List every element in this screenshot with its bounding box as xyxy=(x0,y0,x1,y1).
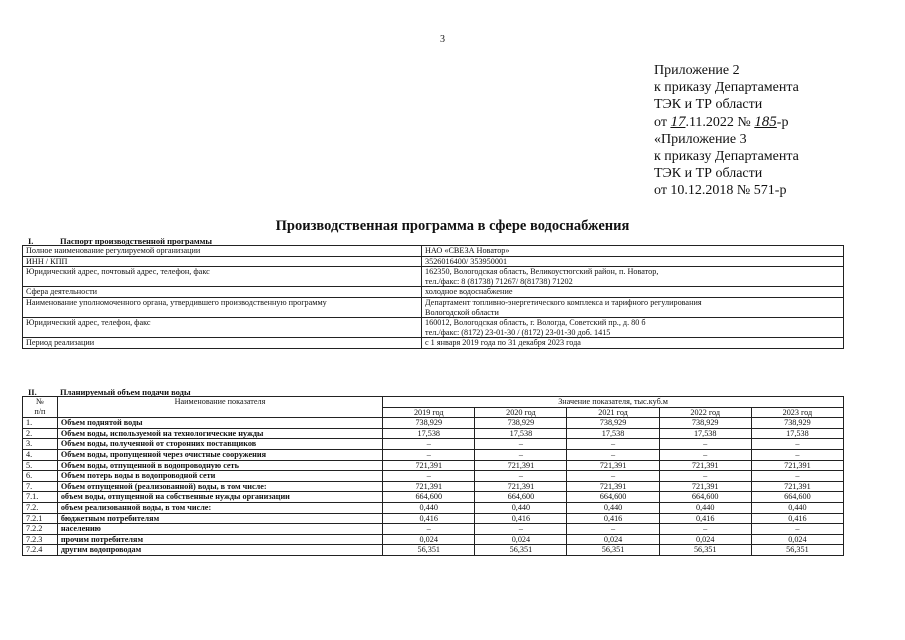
row-value: 0,024 xyxy=(567,534,659,545)
row-number: 5. xyxy=(23,460,58,471)
row-value: 721,391 xyxy=(383,481,475,492)
volume-row xyxy=(23,460,844,471)
row-value: – xyxy=(567,439,659,450)
handwritten-order-number: 185 xyxy=(754,113,777,130)
row-value: 738,929 xyxy=(567,418,659,429)
passport-value-line: 160012, Вологодская область, г. Вологда, Советский пр., д. 80 б xyxy=(425,318,646,328)
row-value: 0,416 xyxy=(383,513,475,524)
appendix-line: ТЭК и ТР области xyxy=(654,166,763,182)
passport-label: ИНН / КПП xyxy=(23,256,422,267)
row-name: Объем потерь воды в водопроводной сети xyxy=(57,471,382,482)
row-value: 664,600 xyxy=(751,492,843,503)
row-value: 0,024 xyxy=(751,534,843,545)
date-rest: .11.2022 № xyxy=(685,114,751,130)
row-name: населению xyxy=(57,524,382,535)
volume-row xyxy=(23,513,844,524)
row-value: 721,391 xyxy=(567,481,659,492)
row-value: 0,440 xyxy=(751,502,843,513)
row-value: – xyxy=(475,449,567,460)
passport-label: Юридический адрес, почтовый адрес, телефон, факс xyxy=(23,267,422,287)
appendix-block xyxy=(654,62,799,200)
passport-value-line: тел./факс: 8 (81738) 71267/ 8(81738) 71202 xyxy=(425,276,573,286)
row-value: 721,391 xyxy=(475,481,567,492)
row-number: 7.2.4 xyxy=(23,545,58,556)
passport-value-line: 3526016400/ 353950001 xyxy=(425,256,508,266)
row-value: 738,929 xyxy=(751,418,843,429)
passport-value xyxy=(422,246,844,257)
row-number: 1. xyxy=(23,418,58,429)
appendix-line: Приложение 2 xyxy=(654,63,740,78)
appendix-order-line xyxy=(654,114,799,131)
row-value: 17,538 xyxy=(659,428,751,439)
volume-row xyxy=(23,471,844,482)
passport-value xyxy=(422,287,844,298)
year-header: 2022 год xyxy=(659,407,751,418)
row-value: 0,416 xyxy=(751,513,843,524)
row-value: 17,538 xyxy=(475,428,567,439)
row-value: 0,416 xyxy=(659,513,751,524)
row-value: – xyxy=(751,471,843,482)
passport-value-line: тел./факс: (8172) 23-01-30 / (8172) 23-01-30 доб. 1415 xyxy=(425,327,611,337)
row-name: Объем воды, пропущенной через очистные сооружения xyxy=(57,449,382,460)
row-value: 0,440 xyxy=(659,502,751,513)
volume-row xyxy=(23,481,844,492)
section-number: II. xyxy=(28,387,37,397)
col-number-header: № п/п xyxy=(23,397,58,418)
document-title: Производственная программа в сфере водоснабжения xyxy=(275,218,630,234)
row-value: 664,600 xyxy=(659,492,751,503)
year-header: 2023 год xyxy=(751,407,843,418)
row-value: 0,440 xyxy=(567,502,659,513)
passport-row xyxy=(23,267,844,287)
handwritten-day: 17 xyxy=(670,113,686,130)
passport-value-line: холодное водоснабжение xyxy=(425,287,513,297)
row-name: объем реализованной воды, в том числе: xyxy=(57,502,382,513)
appendix-line: ТЭК и ТР области xyxy=(654,97,763,113)
row-value: 738,929 xyxy=(659,418,751,429)
row-value: – xyxy=(383,439,475,450)
row-value: 664,600 xyxy=(475,492,567,503)
row-value: – xyxy=(751,439,843,450)
row-value: – xyxy=(659,439,751,450)
year-header: 2021 год xyxy=(567,407,659,418)
passport-value xyxy=(422,256,844,267)
row-value: 721,391 xyxy=(659,481,751,492)
row-value: – xyxy=(567,471,659,482)
row-value: 17,538 xyxy=(567,428,659,439)
row-value: 17,538 xyxy=(751,428,843,439)
row-value: 56,351 xyxy=(659,545,751,556)
row-value: – xyxy=(751,449,843,460)
row-value: – xyxy=(659,449,751,460)
row-value: – xyxy=(383,471,475,482)
row-value: – xyxy=(383,449,475,460)
row-name: Объем отпущенной (реализованной) воды, в том числе: xyxy=(57,481,382,492)
passport-row xyxy=(23,246,844,257)
row-value: – xyxy=(751,524,843,535)
row-value: 738,929 xyxy=(475,418,567,429)
volume-row xyxy=(23,545,844,556)
page-number: 3 xyxy=(440,34,445,45)
passport-value-line: Вологодской области xyxy=(425,307,499,317)
passport-value xyxy=(422,267,844,287)
row-value: 0,416 xyxy=(567,513,659,524)
row-number: 7.2.2 xyxy=(23,524,58,535)
volume-row xyxy=(23,502,844,513)
appendix-line: от 10.12.2018 № 571-р xyxy=(654,183,787,199)
passport-label: Наименование уполномоченного органа, утвердившего производственную программу xyxy=(23,297,422,317)
row-value: 721,391 xyxy=(659,460,751,471)
row-number: 7.2.1 xyxy=(23,513,58,524)
row-number: 7.2.3 xyxy=(23,534,58,545)
row-number: 2. xyxy=(23,428,58,439)
row-value: 721,391 xyxy=(567,460,659,471)
row-value: 56,351 xyxy=(383,545,475,556)
row-number: 4. xyxy=(23,449,58,460)
row-value: 17,538 xyxy=(383,428,475,439)
row-value: 721,391 xyxy=(475,460,567,471)
volume-row xyxy=(23,418,844,429)
section-number: I. xyxy=(28,236,34,246)
row-value: – xyxy=(475,471,567,482)
header-row xyxy=(23,397,844,408)
row-name: другим водопроводам xyxy=(57,545,382,556)
row-value: – xyxy=(659,524,751,535)
passport-value xyxy=(422,318,844,338)
appendix-line: «Приложение 3 xyxy=(654,131,747,147)
year-header: 2019 год xyxy=(383,407,475,418)
row-value: 721,391 xyxy=(751,460,843,471)
passport-row xyxy=(23,318,844,338)
volume-row xyxy=(23,492,844,503)
passport-value xyxy=(422,338,844,349)
row-value: 0,024 xyxy=(475,534,567,545)
row-value: 0,440 xyxy=(475,502,567,513)
passport-row xyxy=(23,338,844,349)
volume-row xyxy=(23,524,844,535)
passport-row xyxy=(23,287,844,298)
passport-row xyxy=(23,256,844,267)
passport-table xyxy=(22,245,844,349)
passport-label: Полное наименование регулируемой организации xyxy=(23,246,422,257)
row-value: 0,024 xyxy=(659,534,751,545)
row-value: 721,391 xyxy=(383,460,475,471)
passport-value-line: с 1 января 2019 года по 31 декабря 2023 года xyxy=(425,338,581,348)
row-value: 56,351 xyxy=(567,545,659,556)
col-name-header: Наименование показателя xyxy=(57,397,382,418)
volume-row xyxy=(23,534,844,545)
passport-row xyxy=(23,297,844,317)
appendix-line: к приказу Департамента xyxy=(654,149,799,165)
row-value: 0,024 xyxy=(383,534,475,545)
row-name: прочим потребителям xyxy=(57,534,382,545)
row-number: 7. xyxy=(23,481,58,492)
row-value: – xyxy=(475,439,567,450)
row-value: 56,351 xyxy=(475,545,567,556)
row-name: бюджетным потребителям xyxy=(57,513,382,524)
passport-value-line: Департамент топливно-энергетического комплекса и тарифного регулирования xyxy=(425,297,702,307)
row-name: Объем воды, полученной от сторонних поставщиков xyxy=(57,439,382,450)
row-value: 0,440 xyxy=(383,502,475,513)
row-value: – xyxy=(659,471,751,482)
order-suffix: -р xyxy=(776,114,789,130)
row-value: 738,929 xyxy=(383,418,475,429)
row-name: объем воды, отпущенной на собственные нужды организации xyxy=(57,492,382,503)
row-value: – xyxy=(383,524,475,535)
volume-row xyxy=(23,428,844,439)
row-name: Объем поднятой воды xyxy=(57,418,382,429)
volume-row xyxy=(23,439,844,450)
section-title: Планируемый объем подачи воды xyxy=(60,387,191,397)
passport-label: Юридический адрес, телефон, факс xyxy=(23,318,422,338)
row-value: – xyxy=(567,524,659,535)
water-volume-table xyxy=(22,396,844,556)
date-prefix: от xyxy=(654,114,667,130)
row-value: – xyxy=(475,524,567,535)
passport-label: Сфера деятельности xyxy=(23,287,422,298)
row-name: Объем воды, используемой на технологические нужды xyxy=(57,428,382,439)
row-number: 3. xyxy=(23,439,58,450)
row-number: 6. xyxy=(23,471,58,482)
row-value: 721,391 xyxy=(751,481,843,492)
row-value: 0,416 xyxy=(475,513,567,524)
appendix-line: к приказу Департамента xyxy=(654,80,799,96)
row-value: 56,351 xyxy=(751,545,843,556)
volume-row xyxy=(23,449,844,460)
row-value: 664,600 xyxy=(383,492,475,503)
passport-value xyxy=(422,297,844,317)
col-value-header: Значение показателя, тыс.куб.м xyxy=(383,397,844,408)
row-value: 664,600 xyxy=(567,492,659,503)
row-value: – xyxy=(567,449,659,460)
passport-value-line: 162350, Вологодская область, Великоустюгский район, п. Новатор, xyxy=(425,267,659,277)
row-number: 7.1. xyxy=(23,492,58,503)
passport-value-line: НАО «СВЕЗА Новатор» xyxy=(425,246,510,255)
passport-label: Период реализации xyxy=(23,338,422,349)
section-title: Паспорт производственной программы xyxy=(60,236,213,246)
year-header: 2020 год xyxy=(475,407,567,418)
row-number: 7.2. xyxy=(23,502,58,513)
row-name: Объем воды, отпущенной в водопроводную сеть xyxy=(57,460,382,471)
